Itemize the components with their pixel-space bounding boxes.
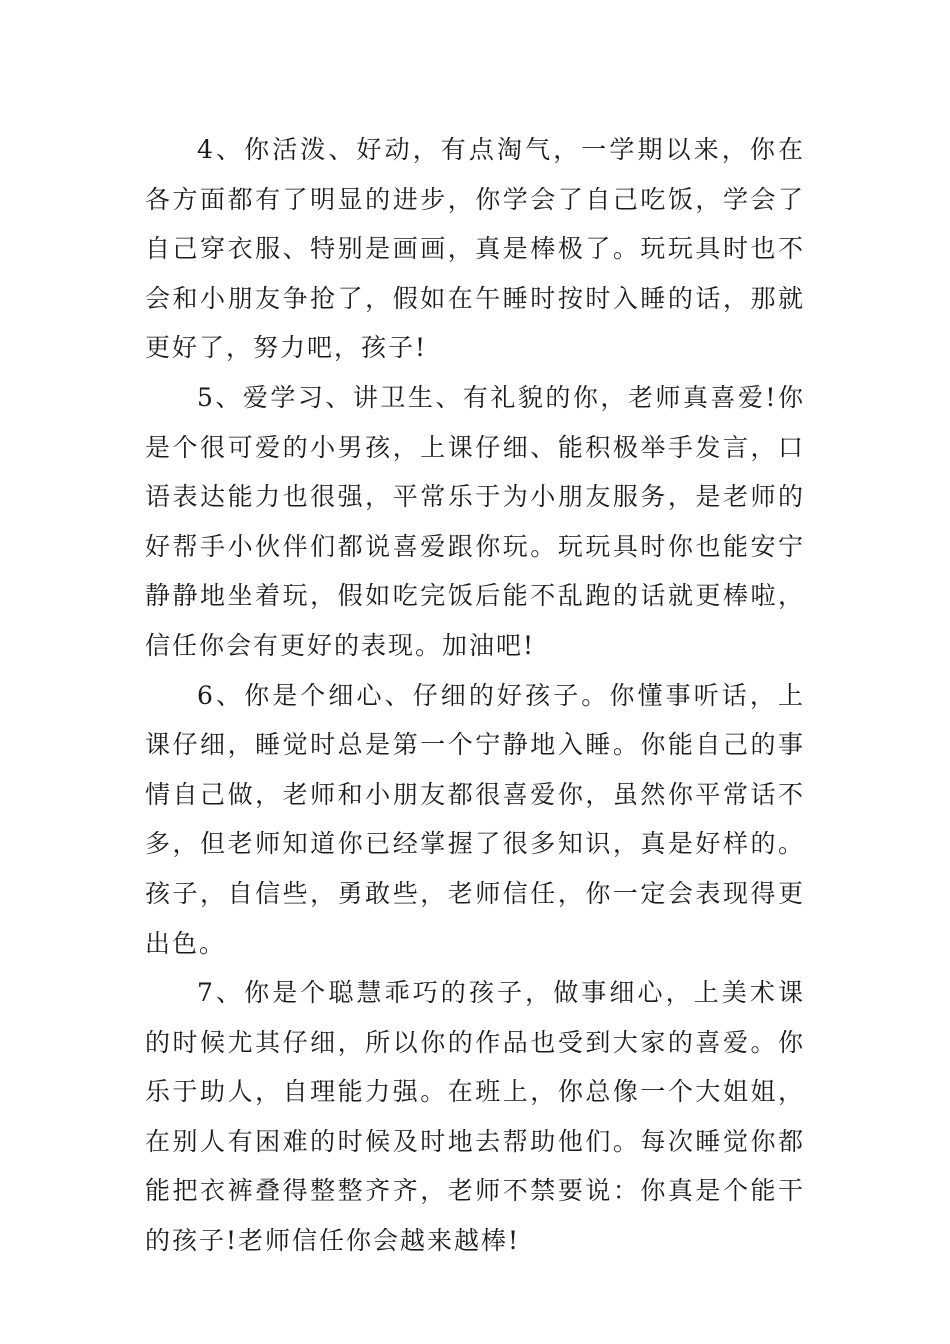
- paragraph-6: 6、你是个细心、仔细的好孩子。你懂事听话，上课仔细，睡觉时总是第一个宁静地入睡。你能自己的事情自己做，老师和小朋友都很喜爱你，虽然你平常话不多，但老师知道你已经掌握了很多知识，真是好样的。孩子，自信些，勇敢些，老师信任，你一定会表现得更出色。: [145, 680, 805, 958]
- paragraph-4: 4、你活泼、好动，有点淘气，一学期以来，你在各方面都有了明显的进步，你学会了自己吃饭，学会了自己穿衣服、特别是画画，真是棒极了。玩玩具时也不会和小朋友争抢了，假如在午睡时按时入睡的话，那就更好了，努力吧，孩子!: [145, 135, 805, 363]
- paragraph-7: 7、你是个聪慧乖巧的孩子，做事细心，上美术课的时候尤其仔细，所以你的作品也受到大家的喜爱。你乐于助人，自理能力强。在班上，你总像一个大姐姐，在别人有困难的时候及时地去帮助他们。每次睡觉你都能把衣裤叠得整整齐齐，老师不禁要说：你真是个能干的孩子!老师信任你会越来越棒!: [145, 978, 805, 1256]
- paragraph-5: 5、爱学习、讲卫生、有礼貌的你，老师真喜爱!你是个很可爱的小男孩，上课仔细、能积极举手发言，口语表达能力也很强，平常乐于为小朋友服务，是老师的好帮手小伙伴们都说喜爱跟你玩。玩玩具时你也能安宁静静地坐着玩，假如吃完饭后能不乱跑的话就更棒啦，信任你会有更好的表现。加油吧!: [145, 382, 805, 660]
- document-page: [145, 125, 805, 1266]
